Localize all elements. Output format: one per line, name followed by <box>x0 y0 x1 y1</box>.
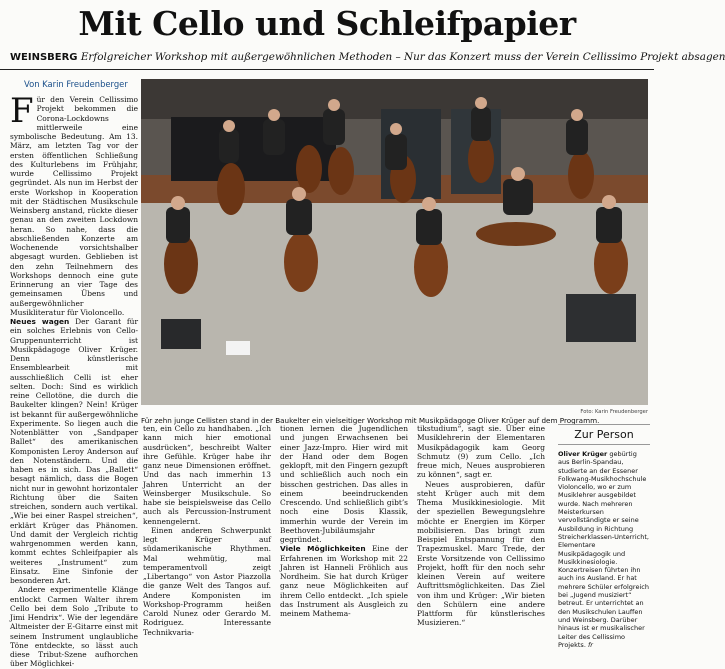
photo-caption: Für zehn junge Cellisten stand in der Baukelter ein vielseitiger Workshop mit Musikpädagoge Oliver Krüger auf dem Programm. <box>141 416 600 425</box>
photo-credit: Foto: Karin Freudenberger <box>580 409 648 415</box>
body-text: Neues ausprobieren, dafür steht Krüger auch mit dem Thema Musikkinesiologie. Mit der speziellen Bewegungslehre möchte er Energien im Körper mobilisieren. Das bringt zum Beispiel Entspannung für den Trapezmuskel. Marc Trede, der Erste Vorsitzende von Cellissimo Projekt, hofft für den noch sehr kleinen Verein auf weitere Auftrittsmöglichkeiten. Das Ziel von ihm und Krüger: „Wir bieten den Schülern eine andere Plattform für künstlerisches Musizieren.“ <box>417 479 545 628</box>
article-column-2 <box>143 424 271 637</box>
zur-person-title: Zur Person <box>558 424 650 445</box>
article-column-3 <box>280 424 408 618</box>
body-text: Andere experimentelle Klänge entlockt Carmen Walter ihrem Cello bei dem Solo „Tribute to Jimi Hendrix“. Wie der legendäre Altmeister der E-Gitarre einst mit seinem Instrument unglaubliche Töne entdeckte, so lässt auch diese Tribut-Szene aufhorchen über Möglichkei- <box>10 585 138 669</box>
person-bio: gebürtig aus Berlin-Spandau, studierte an der Essener Folkwang-Musikhochschule Violoncello, wo er zum Musiklehrer ausgebildet wurde. Nach mehreren Meisterkursen vervollständigte er seine Ausbildung in Richtung Streicherklassen-Unterricht, Elementare Musikpädagogik und Musikkinesiologie. Konzertreisen führten ihn auch ins Ausland. Er hat mehrere Schüler erfolgreich bei „Jugend musiziert“ betreut. Er unterrichtet an den Musikschulen Lauffen und Weinsberg. Darüber hinaus ist er musikalischer Leiter des Cellissimo Projekts. <box>558 450 649 649</box>
author-signature: fr <box>587 640 593 649</box>
header-rule <box>0 69 654 70</box>
intro-text: ür den Verein Cellissimo Projekt bekommen die Corona-Lockdowns mittlerweile eine symbolische Bedeutung. Am 13. März, am letzten Tag vor der ersten öffentlichen Schließung des Kulturlebens im Frühjahr, wurde Cellissimo Projekt gegründet. Als nun im Herbst der erste Workshop in Kooperation mit der Städtischen Musikschule Weinsberg anstand, rückte dieser genau an den zweiten Lockdown heran. So nahe, dass die abschließenden Konzerte am Wochenende vorsichtshalber abgesagt wurden. Geblieben ist den zehn Teilnehmern des Workshops dennoch eine gute Erinnerung an vier Tage des gemeinsamen Übens und außergewöhnlicher Musikliteratur für Violoncello. <box>10 95 138 317</box>
body-text: Eine der Erfahrenen im Workshop mit 22 Jahren ist Hanneli Fröhlich aus Nordheim. Sie hat durch Krüger ganz neue Möglichkeiten auf ihrem Cello entdeckt. „Ich spiele das Instrument als Ausgleich zu meinem Mathema- <box>280 544 408 618</box>
byline: Von Karin Freudenberger <box>24 79 128 89</box>
body-text: tionen lernen die Jugendlichen und jungen Erwachsenen bei einer Jazz-Impro. Hier wird mit der Hand oder dem Bogen geklopft, mit den Fingern gezupft und schließlich auch noch ein bisschen gestrichen. Das alles in einem beeindruckenden Crescendo. Und schließlich gibt’s noch eine Dosis Klassik, immerhin wurde der Verein im Beethoven-Jubiläumsjahr gegründet. <box>280 424 408 544</box>
zur-person-body <box>558 450 650 649</box>
dateline-place: WEINSBERG <box>10 52 78 63</box>
section-kicker: Viele Möglichkeiten <box>280 544 366 554</box>
body-text: Einen anderen Schwerpunkt legt Krüger auf südamerikanische Rhythmen. Mal wehmütig, mal temperamentvoll zeigt „Libertango“ von Astor Piazzolla die ganze Welt des Tangos auf. Andere Komponisten im Workshop-Programm heißen Carold Nunez oder Gerardo M. Rodriguez. Interessante Technikvaria- <box>143 525 271 637</box>
article-photo <box>141 79 648 405</box>
headline: Mit Cello und Schleifpapier <box>78 4 576 43</box>
drop-cap: F <box>10 91 34 131</box>
body-text: ten, ein Cello zu handhaben. „Ich kann mich hier emotional ausdrücken“, beschreibt Walter ihre Gefühle. Krüger habe ihr ganz neue Dimensionen eröffnet. Und das nach immerhin 13 Jahren Unterricht an der Weinsberger Musikschule. So habe sie beispielsweise das Cello auch als Percussion-Instrument kennengelernt. <box>143 424 271 526</box>
section-kicker: Neues wagen <box>10 317 70 326</box>
article-column-4 <box>417 424 545 628</box>
subline <box>10 51 725 63</box>
cello-ensemble-photo <box>141 79 648 405</box>
zur-person-box <box>558 424 650 649</box>
person-name: Oliver Krüger <box>558 450 608 458</box>
subheadline: Erfolgreicher Workshop mit außergewöhnlichen Methoden – Nur das Konzert muss der Verein Cellissimo Projekt absagen <box>80 51 725 63</box>
body-text: tikstudium“, sagt sie. Über eine Musiklehrerin der Elementaren Musikpädagogik kam Georg Schmutz (9) zum Cello. „Ich freue mich, Neues ausprobieren zu können“, sagt er. <box>417 424 545 480</box>
article-column-1 <box>10 91 138 669</box>
body-text: Der Garant für ein solches Erlebnis von Cello-Gruppenunterricht ist Musikpädagoge Oliver Krüger. Denn künstlerische Ensemblearbeit mit ausschließlich Celli ist eher selten. Doch: Sind es wirklich reine Cellotöne, die durch die Baukelter klingen? Nein! Krüger ist bekannt für außergewöhnliche Experimente. So liegen auch die Notenblätter von „Sandpaper Ballet“ des amerikanischen Komponisten Leroy Anderson auf den Notenständern. Und die haben es in sich. Das „Ballett“ besagt nämlich, dass die Bogen nicht nur in gewohnt horizontaler Richtung über die Saiten streichen, sondern auch vertikal. „Wie bei einer Raspel streichen“, erklärt Krüger das Phänomen. Und damit der Vergleich richtig wahrgenommen werden kann, kommt echtes Schleifpapier als weiteres „Instrument“ zum Einsatz. Eine Sinfonie der besonderen Art. <box>10 317 138 585</box>
